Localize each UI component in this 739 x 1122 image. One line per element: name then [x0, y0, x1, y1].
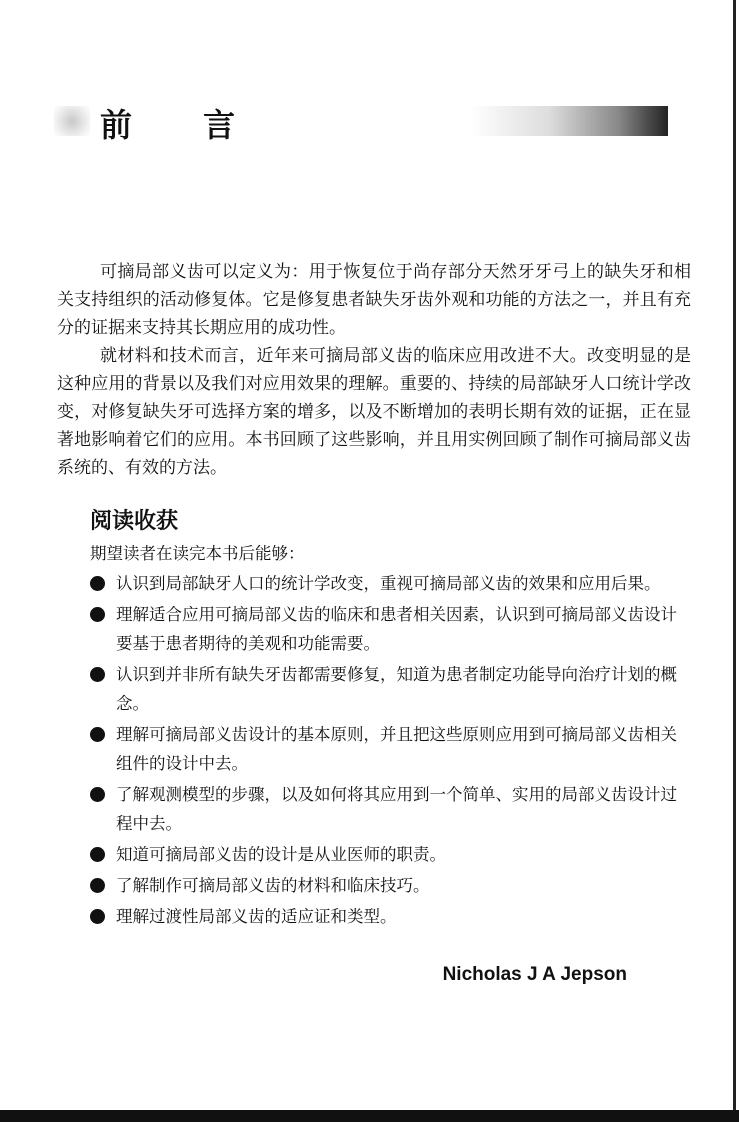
paragraph: 就材料和技术而言，近年来可摘局部义齿的临床应用改进不大。改变明显的是这种应用的背景以及我们对应用效果的理解。重要的、持续的局部缺牙人口统计学改变，对修复缺失牙可选择方案的增多，以及不断增加的表明长期有效的证据，正在显著地影响着它们的应用。本书回顾了这些影响，并且用实例回顾了制作可摘局部义齿系统的、有效的方法。 — [57, 346, 691, 478]
list-item — [90, 600, 690, 658]
list-item — [90, 720, 690, 778]
list-item — [90, 902, 690, 931]
bullet-icon — [90, 909, 105, 924]
section-heading: 阅读收获 — [90, 509, 179, 534]
bullet-icon — [90, 607, 105, 622]
preface-body — [57, 258, 691, 482]
paragraph: 可摘局部义齿可以定义为：用于恢复位于尚存部分天然牙牙弓上的缺失牙和相关支持组织的活动修复体。它是修复患者缺失牙齿外观和功能的方法之一，并且有充分的证据来支持其长期应用的成功性。 — [57, 262, 691, 338]
bullet-icon — [90, 667, 105, 682]
bullet-icon — [90, 878, 105, 893]
scan-edge-right — [733, 0, 736, 1110]
list-item-text: 理解适合应用可摘局部义齿的临床和患者相关因素，认识到可摘局部义齿设计要基于患者期待的美观和功能需要。 — [116, 605, 677, 653]
title-decoration-bar — [470, 106, 668, 136]
outcome-list — [90, 569, 690, 931]
bullet-icon — [90, 576, 105, 591]
list-item — [90, 840, 690, 869]
learning-outcomes — [90, 505, 690, 933]
list-item — [90, 660, 690, 718]
list-item-text: 了解观测模型的步骤，以及如何将其应用到一个简单、实用的局部义齿设计过程中去。 — [116, 785, 677, 833]
list-item-text: 了解制作可摘局部义齿的材料和临床技巧。 — [116, 876, 430, 895]
author-signature: Nicholas J A Jepson — [442, 964, 627, 985]
list-item-text: 理解过渡性局部义齿的适应证和类型。 — [116, 907, 397, 926]
title-decoration-left — [54, 106, 90, 136]
list-item — [90, 569, 690, 598]
bullet-icon — [90, 787, 105, 802]
scan-edge-bottom — [0, 1110, 739, 1122]
list-item-text: 理解可摘局部义齿设计的基本原则，并且把这些原则应用到可摘局部义齿相关组件的设计中去。 — [116, 725, 677, 773]
bullet-icon — [90, 727, 105, 742]
section-intro: 期望读者在读完本书后能够： — [90, 544, 305, 563]
page-title: 前 言 — [100, 106, 266, 144]
list-item-text: 认识到并非所有缺失牙齿都需要修复，知道为患者制定功能导向治疗计划的概念。 — [116, 665, 677, 713]
list-item — [90, 871, 690, 900]
list-item-text: 认识到局部缺牙人口的统计学改变，重视可摘局部义齿的效果和应用后果。 — [116, 574, 661, 593]
list-item — [90, 780, 690, 838]
bullet-icon — [90, 847, 105, 862]
list-item-text: 知道可摘局部义齿的设计是从业医师的职责。 — [116, 845, 446, 864]
